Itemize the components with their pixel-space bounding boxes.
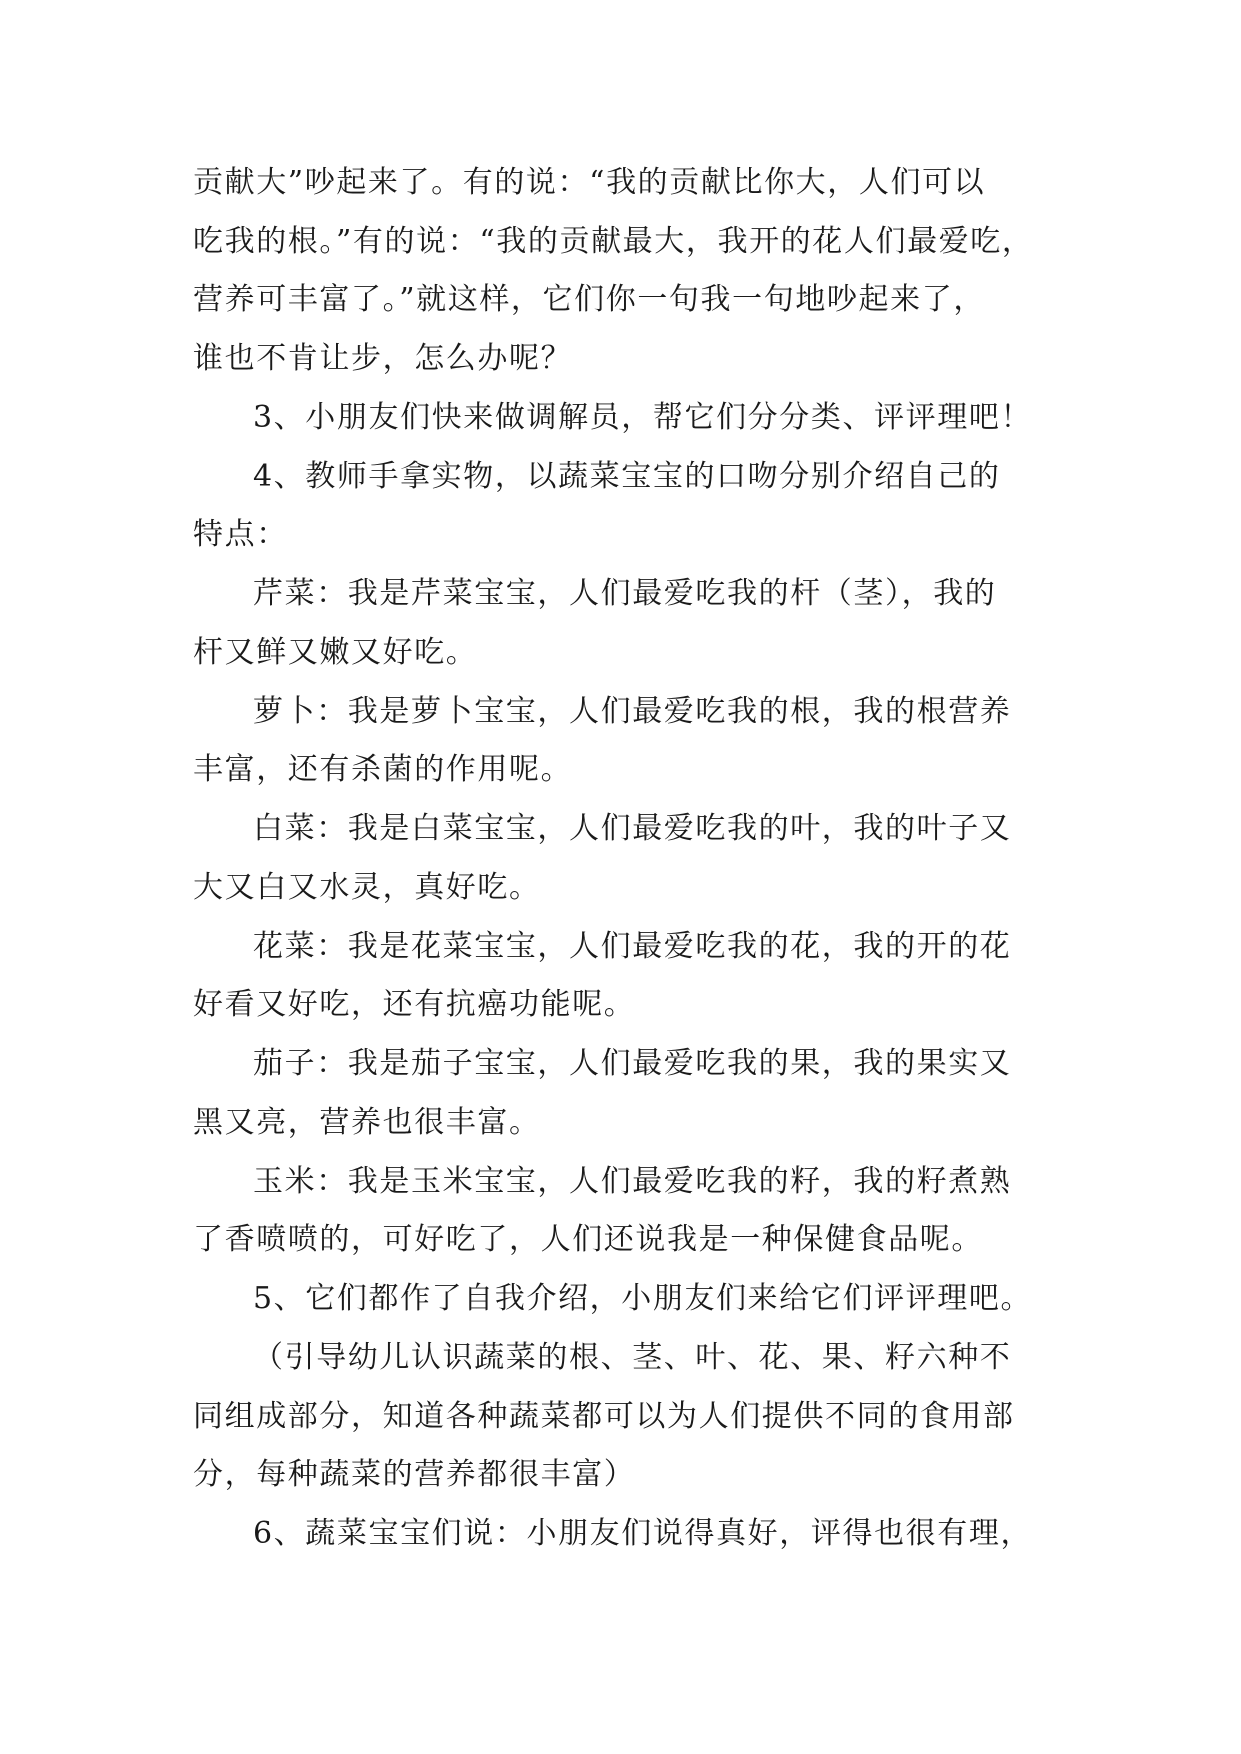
paragraph-line: 大又白又水灵，真好吃。: [193, 870, 541, 905]
paragraph-line: 萝卜：我是萝卜宝宝，人们最爱吃我的根，我的根营养: [253, 694, 1012, 729]
paragraph-line: 黑又亮，营养也很丰富。: [193, 1105, 541, 1140]
paragraph-line: 3、小朋友们快来做调解员，帮它们分分类、评评理吧！: [253, 400, 1033, 435]
paragraph-line: 贡献大”吵起来了。有的说：“我的贡献比你大，人们可以: [193, 165, 986, 200]
paragraph-line: 6、蔬菜宝宝们说：小朋友们说得真好，评得也很有理，: [253, 1516, 1033, 1551]
paragraph-line: 分，每种蔬菜的营养都很丰富）: [193, 1457, 636, 1492]
paragraph-line: （引导幼儿认识蔬菜的根、茎、叶、花、果、籽六种不: [253, 1340, 1012, 1375]
paragraph-line: 吃我的根。”有的说：“我的贡献最大，我开的花人们最爱吃，: [193, 224, 1034, 259]
paragraph-line: 花菜：我是花菜宝宝，人们最爱吃我的花，我的开的花: [253, 929, 1012, 964]
paragraph-line: 营养可丰富了。”就这样，它们你一句我一句地吵起来了，: [193, 282, 985, 317]
paragraph-line: 特点：: [193, 517, 288, 552]
paragraph-line: 5、它们都作了自我介绍，小朋友们来给它们评评理吧。: [253, 1281, 1033, 1316]
paragraph-line: 4、教师手拿实物，以蔬菜宝宝的口吻分别介绍自己的: [253, 459, 1001, 494]
paragraph-line: 好看又好吃，还有抗癌功能呢。: [193, 987, 636, 1022]
paragraph-line: 玉米：我是玉米宝宝，人们最爱吃我的籽，我的籽煮熟: [253, 1164, 1012, 1199]
paragraph-line: 茄子：我是茄子宝宝，人们最爱吃我的果，我的果实又: [253, 1046, 1012, 1081]
paragraph-line: 杆又鲜又嫩又好吃。: [193, 635, 478, 670]
paragraph-line: 了香喷喷的，可好吃了，人们还说我是一种保健食品呢。: [193, 1222, 983, 1257]
paragraph-line: 白菜：我是白菜宝宝，人们最爱吃我的叶，我的叶子又: [253, 811, 1012, 846]
paragraph-line: 谁也不肯让步，怎么办呢？: [193, 341, 573, 376]
paragraph-line: 芹菜：我是芹菜宝宝，人们最爱吃我的杆（茎），我的: [253, 576, 997, 611]
paragraph-line: 同组成部分，知道各种蔬菜都可以为人们提供不同的食用部: [193, 1399, 1015, 1434]
paragraph-line: 丰富，还有杀菌的作用呢。: [193, 752, 573, 787]
